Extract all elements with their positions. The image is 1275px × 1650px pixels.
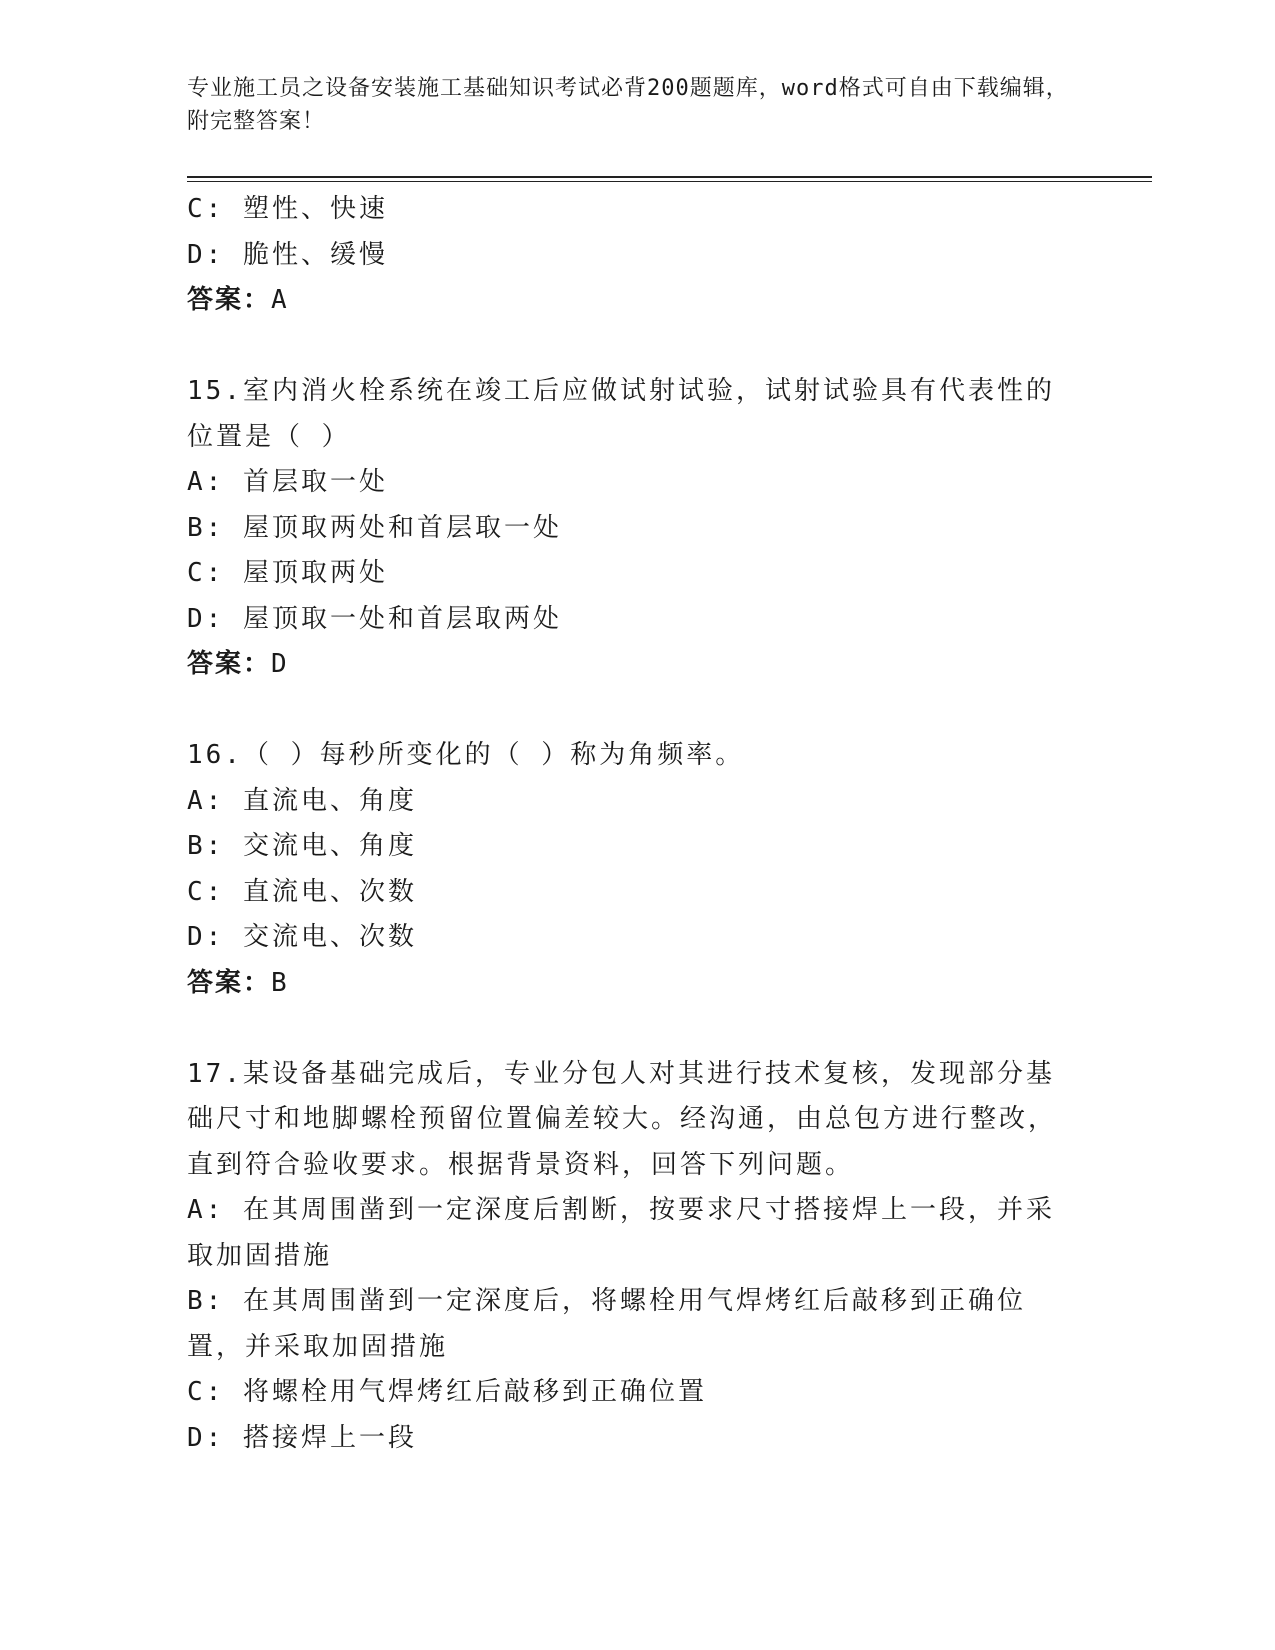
question-stem: 17.某设备基础完成后，专业分包人对其进行技术复核，发现部分基础尺寸和地脚螺栓预留位置偏差较大。经沟通，由总包方进行整改，直到符合验收要求。根据背景资料，回答下列问题。: [187, 1058, 1058, 1180]
answer-label: 答案：: [187, 285, 272, 315]
option-c: C: 将螺栓用气焊烤红后敲移到正确位置: [187, 1377, 707, 1407]
option-a: A: 首层取一处: [187, 467, 388, 497]
option-c: C: 塑性、快速: [187, 194, 388, 224]
option-d: D: 脆性、缓慢: [187, 239, 388, 270]
question-stem: 15.室内消火栓系统在竣工后应做试射试验，试射试验具有代表性的位置是（ ）: [187, 376, 1055, 452]
option-c: C: 直流电、次数: [187, 876, 417, 907]
question-fragment: [187, 187, 1077, 324]
option-a: A: 在其周围凿到一定深度后割断，按要求尺寸搭接焊上一段，并采取加固措施: [187, 1195, 1055, 1271]
option-b: B: 屋顶取两处和首层取一处: [187, 512, 562, 543]
answer-line: [187, 961, 1077, 1007]
spacer: [187, 1006, 1077, 1052]
spacer: [187, 324, 1077, 370]
header-divider: [187, 176, 1152, 178]
question-list: [187, 187, 1077, 1461]
spacer: [187, 688, 1077, 734]
document-header: [187, 72, 1087, 138]
answer-value: A: [271, 285, 289, 315]
answer-value: D: [271, 649, 289, 679]
option-c: C: 屋顶取两处: [187, 558, 388, 588]
answer-label: 答案：: [187, 649, 272, 679]
question-stem: 16.（ ）每秒所变化的（ ）称为角频率。: [187, 740, 745, 770]
option-a: A: 直流电、角度: [187, 785, 417, 816]
option-d: D: 交流电、次数: [187, 922, 417, 952]
answer-line: [187, 642, 1077, 688]
option-b: B: 交流电、角度: [187, 831, 417, 861]
answer-value: B: [271, 967, 289, 998]
option-b: B: 在其周围凿到一定深度后，将螺栓用气焊烤红后敲移到正确位置，并采取加固措施: [187, 1286, 1026, 1362]
question-17: [187, 1052, 1077, 1462]
answer-label: 答案：: [187, 967, 272, 998]
option-d: D: 搭接焊上一段: [187, 1422, 417, 1453]
document-title: 专业施工员之设备安装施工基础知识考试必背200题题库，word格式可自由下载编辑，附完整答案！: [187, 76, 1069, 134]
answer-line: [187, 278, 1077, 324]
option-d: D: 屋顶取一处和首层取两处: [187, 603, 562, 634]
header-divider-thin: [187, 181, 1152, 182]
question-15: [187, 369, 1077, 688]
question-16: [187, 733, 1077, 1006]
